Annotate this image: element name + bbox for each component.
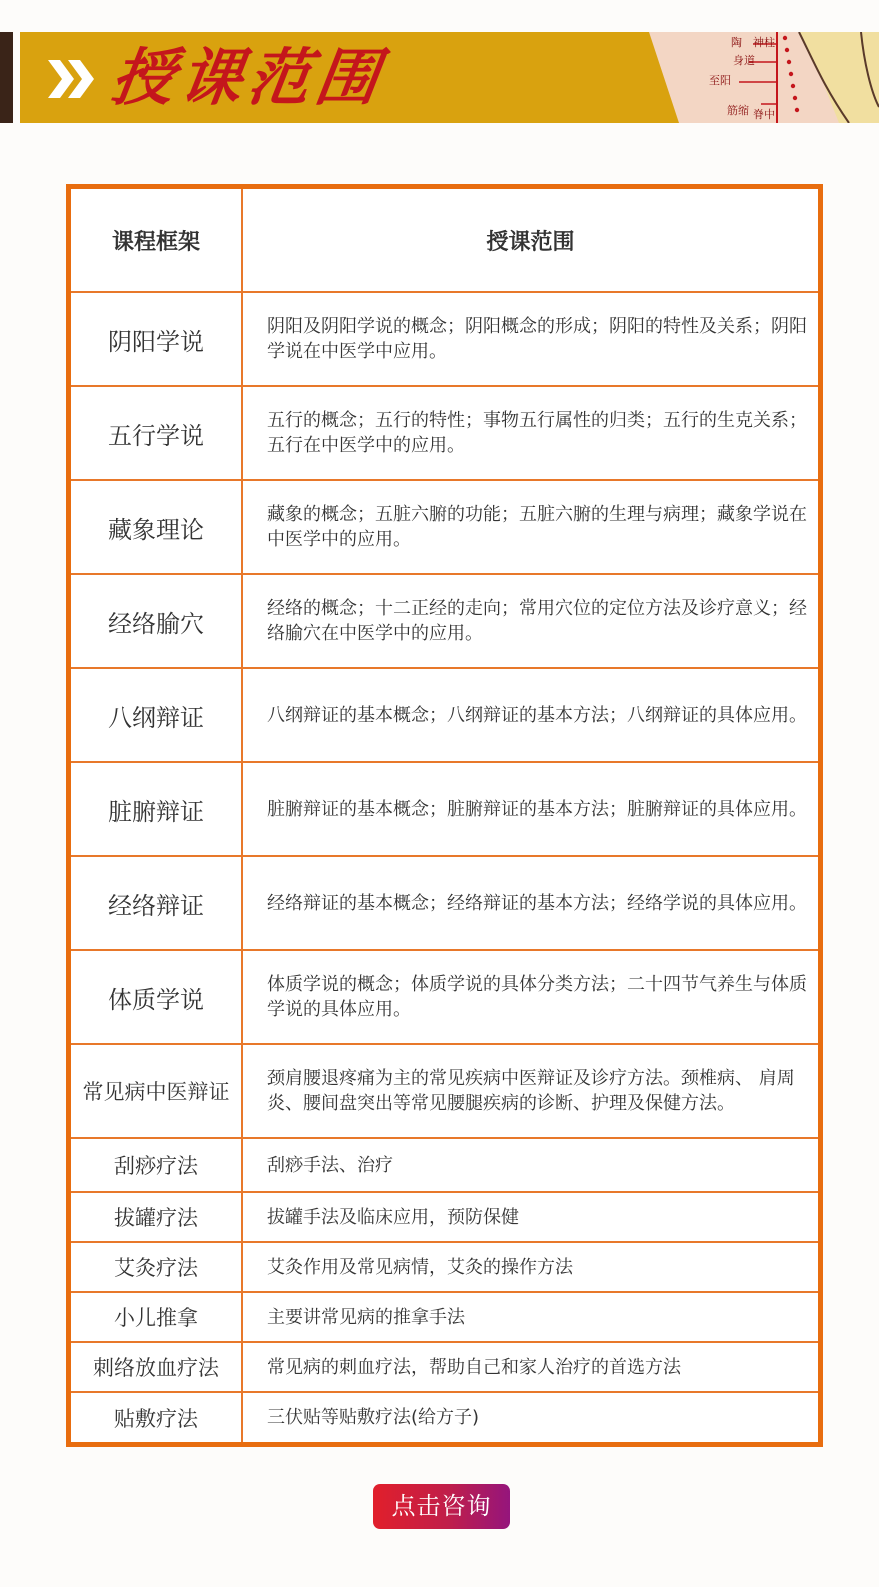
row-scope: 经络辩证的基本概念；经络辩证的基本方法；经络学说的具体应用。: [242, 856, 818, 950]
row-category: 刮痧疗法: [71, 1138, 242, 1192]
row-category: 经络腧穴: [71, 574, 242, 668]
row-category: 常见病中医辩证: [71, 1044, 242, 1138]
row-scope: 八纲辩证的基本概念；八纲辩证的基本方法；八纲辩证的具体应用。: [242, 668, 818, 762]
table-row: [71, 762, 818, 856]
chart-label: 筋缩: [727, 104, 749, 117]
table-row: [71, 1044, 818, 1138]
row-category: 阴阳学说: [71, 292, 242, 386]
chart-label: 身道: [733, 54, 755, 67]
row-scope: 主要讲常见病的推拿手法: [242, 1292, 818, 1342]
acupoint-chart-image: [649, 32, 879, 123]
row-category: 经络辩证: [71, 856, 242, 950]
row-scope: 经络的概念；十二正经的走向；常用穴位的定位方法及诊疗意义；经络腧穴在中医学中的应用。: [242, 574, 818, 668]
row-scope: 脏腑辩证的基本概念；脏腑辩证的基本方法；脏腑辩证的具体应用。: [242, 762, 818, 856]
row-scope: 阴阳及阴阳学说的概念；阴阳概念的形成；阴阳的特性及关系；阴阳学说在中医学中应用。: [242, 292, 818, 386]
double-chevron-right-icon: [46, 56, 96, 102]
row-scope: 艾灸作用及常见病情，艾灸的操作方法: [242, 1242, 818, 1292]
header-scope: 授课范围: [242, 189, 818, 292]
row-category: 藏象理论: [71, 480, 242, 574]
table-row: [71, 1242, 818, 1292]
table-header-row: [71, 189, 818, 292]
row-category: 艾灸疗法: [71, 1242, 242, 1292]
row-category: 脏腑辩证: [71, 762, 242, 856]
consult-button[interactable]: 点击咨询: [373, 1484, 510, 1529]
table-row: [71, 480, 818, 574]
course-table: [71, 189, 818, 1442]
row-scope: 常见病的刺血疗法，帮助自己和家人治疗的首选方法: [242, 1342, 818, 1392]
row-category: 刺络放血疗法: [71, 1342, 242, 1392]
section-banner: [20, 32, 879, 123]
header-framework: 课程框架: [71, 189, 242, 292]
table-row: [71, 668, 818, 762]
table-row: [71, 1342, 818, 1392]
course-table-frame: [66, 184, 823, 1447]
table-row: [71, 1292, 818, 1342]
row-category: 贴敷疗法: [71, 1392, 242, 1442]
chart-label: 陶: [731, 36, 742, 49]
table-row: [71, 1138, 818, 1192]
row-scope: 颈肩腰退疼痛为主的常见疾病中医辩证及诊疗方法。颈椎病、 肩周炎、腰间盘突出等常见腰腿疾病的诊断、护理及保健方法。: [242, 1044, 818, 1138]
table-row: [71, 856, 818, 950]
row-category: 八纲辩证: [71, 668, 242, 762]
chart-label: 至阳: [709, 74, 731, 87]
table-row: [71, 574, 818, 668]
table-row: [71, 292, 818, 386]
table-row: [71, 1392, 818, 1442]
row-category: 小儿推拿: [71, 1292, 242, 1342]
table-row: [71, 1192, 818, 1242]
row-scope: 体质学说的概念；体质学说的具体分类方法；二十四节气养生与体质学说的具体应用。: [242, 950, 818, 1044]
row-category: 拔罐疗法: [71, 1192, 242, 1242]
banner-title: 授课范围: [106, 41, 390, 114]
row-scope: 刮痧手法、治疗: [242, 1138, 818, 1192]
row-scope: 五行的概念；五行的特性；事物五行属性的归类；五行的生克关系；五行在中医学中的应用。: [242, 386, 818, 480]
table-row: [71, 386, 818, 480]
row-scope: 藏象的概念；五脏六腑的功能；五脏六腑的生理与病理；藏象学说在中医学中的应用。: [242, 480, 818, 574]
banner-left-bar: [0, 32, 13, 123]
row-scope: 拔罐手法及临床应用，预防保健: [242, 1192, 818, 1242]
chart-label: 神柱: [753, 36, 775, 49]
table-row: [71, 950, 818, 1044]
chart-label: 脊中: [753, 108, 775, 121]
row-scope: 三伏贴等贴敷疗法(给方子): [242, 1392, 818, 1442]
row-category: 五行学说: [71, 386, 242, 480]
row-category: 体质学说: [71, 950, 242, 1044]
